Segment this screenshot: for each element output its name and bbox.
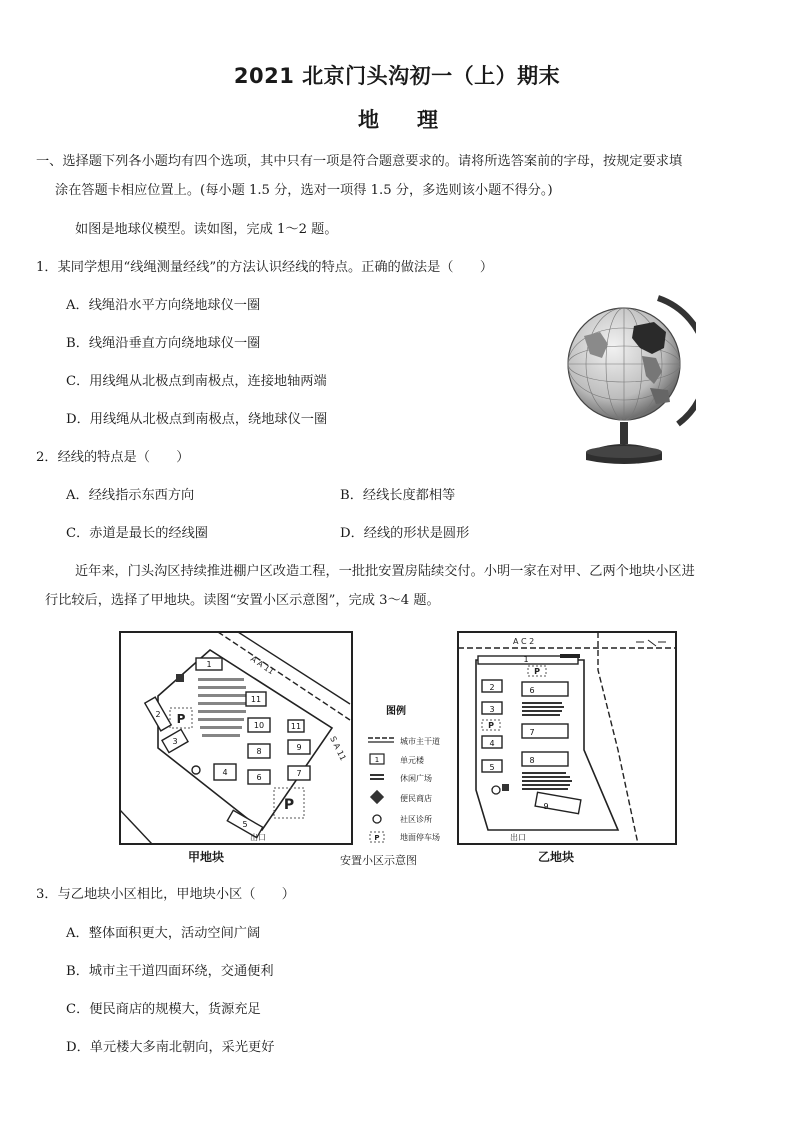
question-1-option-a: A．线绳沿水平方向绕地球仪一圈	[66, 298, 261, 313]
subject-title: 地理	[358, 108, 476, 132]
question-3-option-b: B．城市主干道四面环绕，交通便利	[66, 964, 274, 979]
svg-text:1: 1	[374, 756, 380, 764]
svg-text:10: 10	[253, 721, 265, 730]
svg-text:1: 1	[206, 660, 212, 669]
intro-map-line1: 近年来，门头沟区持续推进棚户区改造工程，一批批安置房陆续交付。小明一家在对甲、乙两个地块小区进	[75, 564, 695, 579]
svg-text:4: 4	[489, 739, 495, 748]
globe-figure	[566, 292, 696, 477]
svg-text:3: 3	[172, 737, 178, 746]
svg-text:休闲广场: 休闲广场	[400, 774, 432, 783]
svg-text:社区诊所: 社区诊所	[400, 815, 432, 824]
svg-text:出口: 出口	[250, 833, 266, 842]
question-3-option-c: C．便民商店的规模大，货源充足	[66, 1002, 261, 1017]
svg-text:9: 9	[543, 802, 549, 811]
svg-text:5: 5	[242, 820, 248, 829]
question-3-option-a: A．整体面积更大，活动空间广阔	[66, 926, 261, 941]
svg-text:P: P	[176, 712, 186, 726]
svg-text:2: 2	[489, 683, 495, 692]
svg-text:5: 5	[489, 763, 495, 772]
map-left-label: 甲地块	[188, 850, 225, 864]
intro-map-line2: 行比较后，选择了甲地块。读图“安置小区示意图”，完成 3～4 题。	[45, 593, 440, 608]
question-1-option-d: D．用线绳从北极点到南极点，绕地球仪一圈	[66, 412, 328, 427]
svg-text:S A 11: S A 11	[328, 734, 348, 763]
svg-text:8: 8	[529, 756, 535, 765]
svg-text:8: 8	[256, 747, 262, 756]
svg-text:7: 7	[296, 769, 302, 778]
svg-text:P: P	[488, 721, 494, 730]
question-2-option-a: A．经线指示东西方向	[66, 488, 195, 503]
question-2-option-d: D．经线的形状是圆形	[340, 526, 470, 541]
question-1-option-b: B．线绳沿垂直方向绕地球仪一圈	[66, 336, 261, 351]
svg-text:地面停车场: 地面停车场	[400, 833, 440, 842]
svg-text:1: 1	[523, 655, 529, 664]
svg-text:A A 11: A A 11	[248, 654, 276, 677]
map-right-label: 乙地块	[538, 850, 575, 864]
svg-text:A C 2: A C 2	[513, 637, 535, 646]
svg-text:便民商店: 便民商店	[400, 794, 432, 803]
svg-text:P: P	[374, 834, 380, 842]
question-2-option-b: B．经线长度都相等	[340, 488, 456, 503]
svg-text:9: 9	[296, 743, 302, 752]
question-2-option-c: C．赤道是最长的经线圈	[66, 526, 208, 541]
section-instructions-line2: 涂在答题卡相应位置上。(每小题 1.5 分，选对一项得 1.5 分，多选则该小题不得分。)	[55, 183, 553, 198]
svg-text:单元楼: 单元楼	[400, 756, 424, 765]
svg-text:P: P	[534, 667, 540, 676]
svg-text:7: 7	[529, 728, 535, 737]
svg-text:2: 2	[155, 710, 161, 719]
svg-text:出口: 出口	[510, 833, 526, 842]
page-title: 2021 北京门头沟初一（上）期末	[233, 64, 561, 88]
question-3-stem: 3．与乙地块小区相比，甲地块小区（ ）	[36, 887, 295, 902]
svg-text:6: 6	[529, 686, 535, 695]
intro-globe: 如图是地球仪模型。读如图，完成 1～2 题。	[75, 222, 338, 237]
resettlement-map-figure	[118, 630, 678, 870]
section-instructions-line1: 一、选择题下列各小题均有四个选项，其中只有一项是符合题意要求的。请将所选答案前的字母，按规定要求填	[36, 154, 683, 169]
svg-text:P: P	[283, 797, 295, 813]
map-legend	[368, 704, 440, 842]
svg-text:城市主干道: 城市主干道	[400, 737, 440, 746]
map-caption: 安置小区示意图	[340, 854, 417, 867]
svg-text:4: 4	[222, 768, 228, 777]
question-1-stem: 1．某同学想用“线绳测量经线”的方法认识经线的特点。正确的做法是（ ）	[36, 260, 494, 275]
svg-text:3: 3	[489, 705, 495, 714]
svg-text:11: 11	[250, 695, 262, 704]
question-3-option-d: D．单元楼大多南北朝向，采光更好	[66, 1040, 275, 1055]
question-1-option-c: C．用线绳从北极点到南极点，连接地轴两端	[66, 374, 327, 389]
svg-text:11: 11	[290, 722, 302, 731]
svg-text:图例: 图例	[386, 706, 406, 717]
svg-text:6: 6	[256, 773, 262, 782]
question-2-stem: 2．经线的特点是（ ）	[36, 450, 190, 465]
